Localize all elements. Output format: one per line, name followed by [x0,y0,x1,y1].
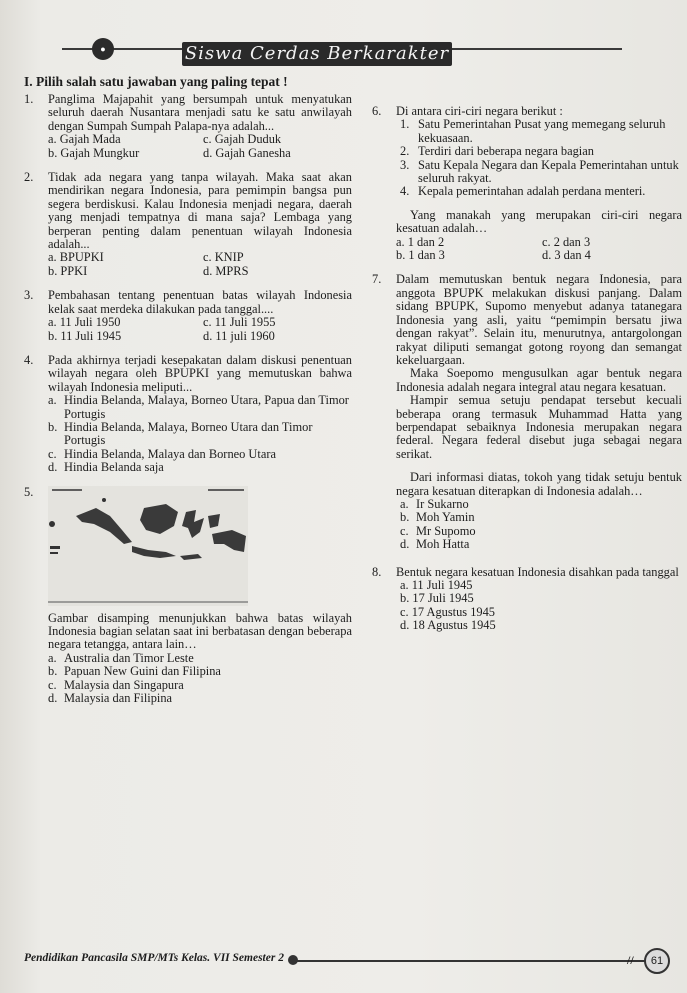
option-a[interactable]: a. 11 Juli 1950 [48,315,121,330]
list-text: Satu Pemerintahan Pusat yang memegang seluruh kekuasaan. [418,117,666,145]
option-text: Malaysia dan Singapura [64,677,184,692]
question-7 [372,273,682,551]
option-text: Moh Yamin [416,510,475,525]
list-number: 3. [400,157,410,172]
list-item [400,159,682,186]
criteria-list [396,118,682,198]
list-number: 2. [400,144,410,159]
option-text: Moh Hatta [416,537,470,552]
footer-book-title: Pendidikan Pancasila SMP/MTs Kelas. VII Semester 2 [24,952,284,964]
option-letter: c. [48,446,57,461]
option-d[interactable]: d. 11 juli 1960 [203,328,275,343]
option-letter: a. [48,393,57,408]
footer-marker-icon: // [627,953,634,967]
question-2 [24,171,352,278]
option-a[interactable]: a. BPUPKI [48,250,104,265]
option-c[interactable]: c. 17 Agustus 1945 [400,604,495,619]
option-b[interactable] [400,511,682,524]
list-number: 4. [400,184,410,199]
option-a[interactable]: a. 1 dan 2 [396,234,445,249]
option-text: Mr Supomo [416,523,476,538]
question-text: Pembahasan tentang penentuan batas wilayah Indonesia kelak saat merdeka dilakukan pada tanggal.... [48,288,352,316]
question-text: Pada akhirnya terjadi kesepakatan dalam diskusi penentuan wilayah negara oleh BPUPKI yang memutuskan bahwa wilayah Indonesia meliputi... [48,352,352,394]
question-5 [24,486,352,706]
option-b[interactable]: b. Gajah Mungkur [48,145,140,160]
option-a[interactable]: a. 11 Juli 1945 [400,578,473,592]
option-d[interactable] [48,461,352,474]
option-letter: d. [48,460,58,475]
section-title: I. Pilih salah satu jawaban yang paling tepat ! [24,74,288,89]
left-column [24,93,352,705]
question-number: 3. [24,288,34,303]
option-c[interactable]: c. 11 Juli 1955 [203,315,276,330]
option-d[interactable]: d. 3 dan 4 [542,248,591,263]
option-b[interactable] [48,665,352,678]
option-text: Hindia Belanda saja [64,460,164,475]
option-letter: b. [400,510,410,525]
question-number: 4. [24,352,34,367]
option-b[interactable]: b. 1 dan 3 [396,248,445,263]
question-number: 1. [24,92,34,106]
option-letter: b. [48,664,58,679]
question-4 [24,354,352,475]
option-b[interactable] [48,421,352,448]
option-text: Hindia Belanda, Malaya, Borneo Utara dan Timor Portugis [64,419,313,448]
right-column [372,105,682,644]
option-a[interactable]: a. Gajah Mada [48,132,121,147]
option-b[interactable]: b. PPKI [48,263,88,278]
list-item [400,118,682,145]
list-item [400,145,682,158]
option-c[interactable] [400,525,682,538]
question-intro: Di antara ciri-ciri negara berikut : [396,104,563,118]
question-6 [372,105,682,262]
option-b[interactable]: b. 17 Juli 1945 [400,591,474,606]
question-8 [372,566,682,633]
option-a[interactable] [400,498,682,511]
option-b[interactable]: b. 11 Juli 1945 [48,328,122,343]
question-paragraph-4: Dari informasi diatas, tokoh yang tidak setuju bentuk negara kesatuan diterapkan di Indonesia adalah… [396,470,682,498]
question-number: 6. [372,104,382,118]
header-title: Siswa Cerdas Berkarakter [182,42,452,66]
option-text: Malaysia dan Filipina [64,691,173,705]
page-number: 61 [644,948,670,974]
question-text: Panglima Majapahit yang bersumpah untuk menyatukan seluruh daerah Nusantara menjadi satu ke satu anwilayah dengan Sumpah Sumpah Palapa-nya adalah... [48,92,352,133]
option-letter: b. [48,419,58,434]
question-number: 2. [24,170,34,185]
option-letter: a. [48,650,57,665]
question-number: 5. [24,484,34,499]
question-text: Dalam memutuskan bentuk negara Indonesia, para anggota BPUPK melakukan diskusi panjang. Dalam sidang BPUPK, Supomo menyebut adanya tatanegara Indonesia yang asli, yaitu “pemimpin bersatu jiwa dengan rakyat”. Selain itu, menurutnya, antargolongan rakyat diliputi semangat gotong royong dan semangat kekeluargaan. [396,272,682,367]
question-text: Gambar disamping menunjukkan bahwa batas wilayah Indonesia bagian selatan saat ini berbatasan dengan beberapa negara tetangga, antara lain… [48,610,352,652]
option-d[interactable] [48,692,352,705]
list-text: Satu Kepala Negara dan Kepala Pemerintahan untuk seluruh rakyat. [418,157,679,186]
option-letter: d. [400,537,410,552]
option-c[interactable]: c. KNIP [203,250,244,265]
option-d[interactable] [400,538,682,551]
option-text: Australia dan Timor Leste [64,650,194,665]
header-circle-icon: ● [92,38,114,60]
page-footer [24,948,664,972]
option-text: Papuan New Guini dan Filipina [64,664,221,679]
option-letter: a. [400,496,409,511]
question-paragraph-2: Maka Soepomo mengusulkan agar bentuk negara Indonesia adalah negara integral atau negara kesatuan. [396,366,682,394]
question-1 [24,93,352,160]
option-text: Ir Sukarno [416,496,469,511]
option-text: Hindia Belanda, Malaya dan Borneo Utara [64,446,276,461]
question-text: Tidak ada negara yang tanpa wilayah. Maka saat akan mendirikan negara Indonesia, para pemimpin bangsa pun segera berdiskusi. Kalau Indonesia menjadi negara, daerah yang menjadi tempatnya di mana saja? Lembaga yang berperan penting dalam penentuan wilayah Indonesia adalah... [48,170,352,252]
option-a[interactable] [48,394,352,421]
list-text: Kepala pemerintahan adalah perdana menteri. [418,184,646,199]
option-letter: d. [48,691,58,705]
map-of-indonesia-image [48,486,248,606]
option-c[interactable]: c. Gajah Duduk [203,132,282,147]
question-text: Bentuk negara kesatuan Indonesia disahkan pada tanggal [396,564,679,579]
option-c[interactable] [48,448,352,461]
list-text: Terdiri dari beberapa negara bagian [418,144,594,159]
option-a[interactable] [48,652,352,665]
option-d[interactable]: d. Gajah Ganesha [203,145,291,160]
list-number: 1. [400,117,410,132]
footer-rule [296,960,646,962]
list-item [400,185,682,198]
option-c[interactable] [48,679,352,692]
option-d[interactable]: d. MPRS [203,263,249,278]
option-text: Hindia Belanda, Malaya, Borneo Utara, Papua dan Timor Portugis [64,393,349,421]
option-d[interactable]: d. 18 Agustus 1945 [400,618,496,633]
question-text: Yang manakah yang merupakan ciri-ciri negara kesatuan adalah… [396,207,682,236]
page-header [62,30,622,70]
question-number: 8. [372,564,382,579]
option-letter: c. [48,677,57,692]
option-c[interactable]: c. 2 dan 3 [542,234,591,249]
question-paragraph-3: Hampir semua setuju pendapat tersebut kecuali beberapa orang termasuk Muhammad Hatta yang berpendapat sebaiknya Indonesia merupakan negara federal. Negara federal disebut juga sebagai negara serikat. [396,393,682,461]
question-3 [24,289,352,343]
option-letter: c. [400,523,409,538]
question-number: 7. [372,272,382,287]
